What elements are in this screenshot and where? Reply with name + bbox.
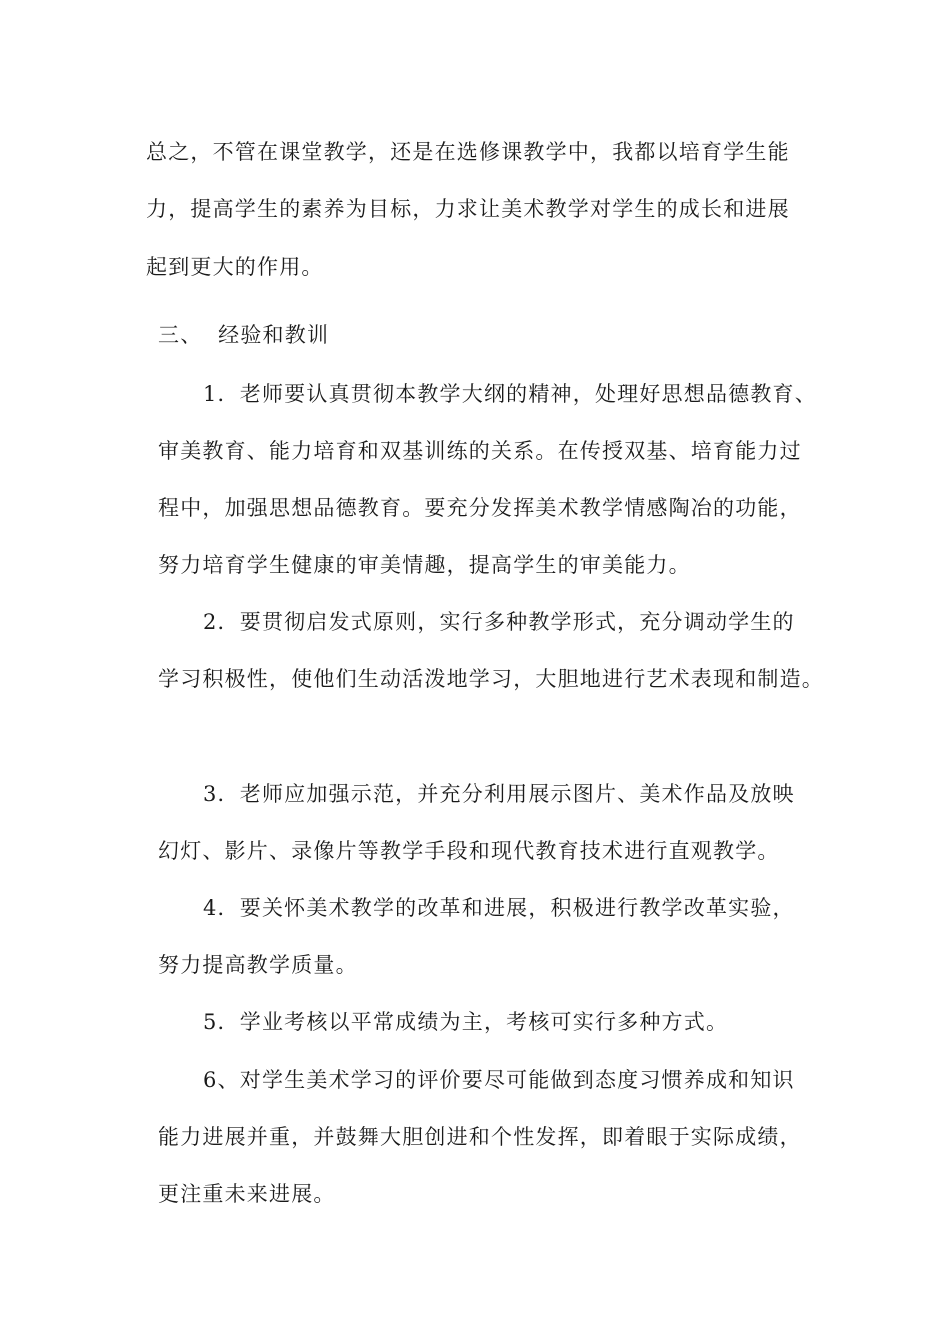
- item-2-line-2: 学习积极性，使他们生动活泼地学习，大胆地进行艺术表现和制造。: [158, 667, 824, 691]
- item-1-line-4: 努力培育学生健康的审美情趣，提高学生的审美能力。: [158, 553, 691, 577]
- item-4-line-2: 努力提高教学质量。: [158, 953, 358, 977]
- item-3-line-1: 3．老师应加强示范，并充分利用展示图片、美术作品及放映: [203, 782, 795, 806]
- item-6-line-3: 更注重未来进展。: [158, 1182, 336, 1206]
- item-4-line-1: 4．要关怀美术教学的改革和进展，积极进行教学改革实验，: [203, 896, 795, 920]
- item-1-line-1: 1．老师要认真贯彻本教学大纲的精神，处理好思想品德教育、: [203, 382, 817, 406]
- item-3-line-2: 幻灯、影片、录像片等教学手段和现代教育技术进行直观教学。: [158, 839, 780, 863]
- summary-line-1: 总之，不管在课堂教学，还是在选修课教学中，我都以培育学生能: [146, 140, 790, 164]
- item-5-line-1: 5．学业考核以平常成绩为主，考核可实行多种方式。: [203, 1010, 729, 1034]
- item-1-line-2: 审美教育、能力培育和双基训练的关系。在传授双基、培育能力过: [158, 439, 802, 463]
- item-6-line-1: 6、对学生美术学习的评价要尽可能做到态度习惯养成和知识: [203, 1068, 795, 1092]
- summary-line-2: 力，提高学生的素养为目标，力求让美术教学对学生的成长和进展: [146, 197, 790, 221]
- summary-line-3: 起到更大的作用。: [146, 255, 324, 279]
- item-2-line-1: 2．要贯彻启发式原则，实行多种教学形式，充分调动学生的: [203, 610, 795, 634]
- item-6-line-2: 能力进展并重，并鼓舞大胆创进和个性发挥，即着眼于实际成绩，: [158, 1125, 802, 1149]
- section-heading: 三、 经验和教训: [158, 323, 330, 347]
- item-1-line-3: 程中，加强思想品德教育。要充分发挥美术教学情感陶冶的功能，: [158, 496, 802, 520]
